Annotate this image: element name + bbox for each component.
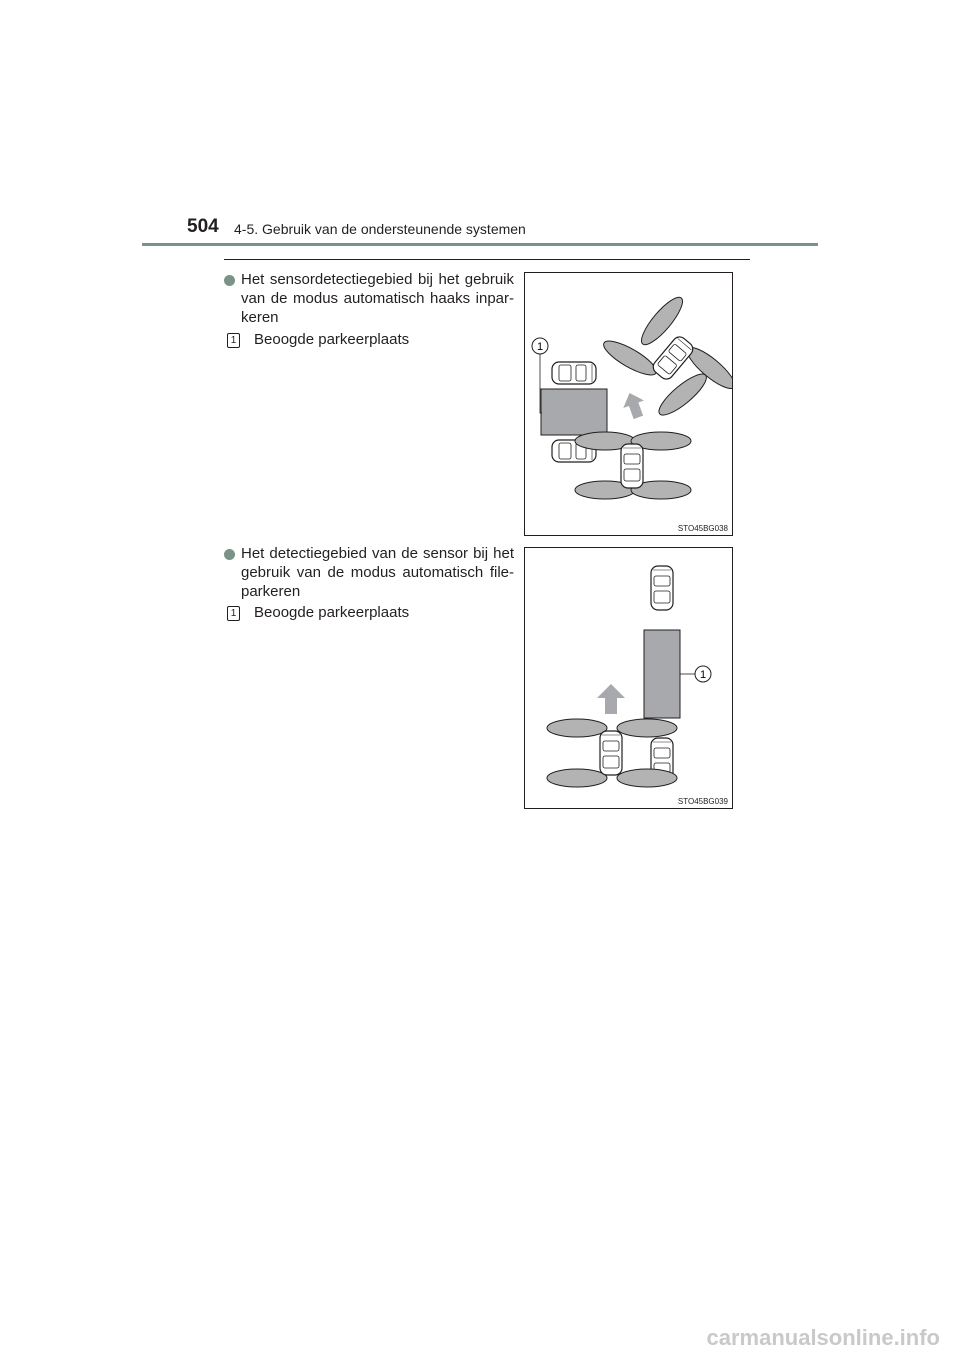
- callout-target-space: [227, 331, 409, 348]
- figure-perpendicular-parking: [524, 272, 733, 536]
- bullet-dot-icon: [224, 549, 235, 560]
- watermark: carmanualsonline.info: [706, 1325, 940, 1350]
- sensor-zone: [617, 719, 677, 737]
- figure-code: STO45BG039: [677, 797, 728, 806]
- bullet-parallel-parking: [224, 544, 514, 601]
- section-divider: [224, 259, 750, 260]
- parked-car-icon: [552, 362, 596, 384]
- parked-car-icon: [651, 566, 673, 610]
- arrow-up-icon: [597, 684, 625, 714]
- callout-number: 1: [227, 333, 240, 348]
- callout-target-space: [227, 604, 409, 621]
- vehicle-icon: [621, 444, 643, 488]
- callout-number: 1: [227, 606, 240, 621]
- callout-number: 1: [699, 669, 707, 681]
- parallel-parking-diagram: [525, 548, 732, 808]
- target-space: [644, 630, 680, 718]
- vehicle-icon: [650, 334, 695, 382]
- bullet-perpendicular-parking: [224, 270, 514, 327]
- header-rule: [142, 243, 818, 246]
- bullet-dot-icon: [224, 275, 235, 286]
- figure-code: STO45BG038: [677, 524, 728, 533]
- sensor-zone: [547, 769, 607, 787]
- figure-parallel-parking: [524, 547, 733, 809]
- arrow-up-icon: [619, 389, 649, 421]
- callout-label: Beoogde parkeerplaats: [254, 604, 410, 621]
- sensor-zone: [617, 769, 677, 787]
- bullet-text: Het detectiegebied van de sensor bij het gebruik van de modus automatisch file-parkeren: [241, 545, 514, 600]
- bullet-text: Het sensordetectiegebied bij het gebruik van de modus automatisch haaks inpar-keren: [241, 271, 514, 326]
- page-number: 504: [187, 216, 219, 237]
- section-title: 4-5. Gebruik van de ondersteunende systemen: [234, 221, 526, 237]
- perpendicular-parking-diagram: [525, 273, 732, 535]
- sensor-zone: [547, 719, 607, 737]
- callout-label: Beoogde parkeerplaats: [254, 331, 410, 348]
- callout-number: 1: [536, 341, 544, 353]
- target-space: [541, 389, 607, 435]
- vehicle-icon: [600, 731, 622, 775]
